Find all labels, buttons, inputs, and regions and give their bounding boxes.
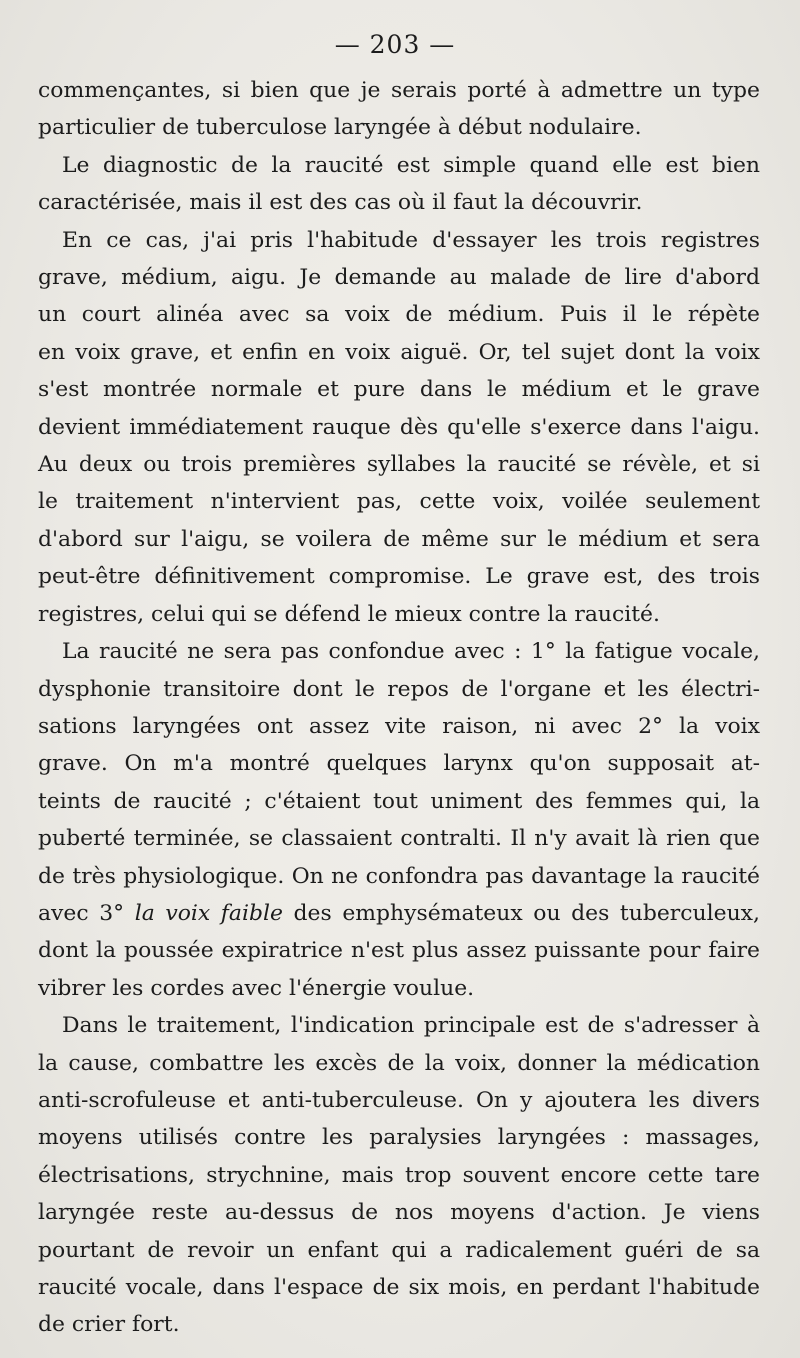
text-line: devient immédiatement rauque dès qu'elle s'exerce dans l'aigu. (38, 414, 760, 440)
text-line: de très physiologique. On ne confondra pas davantage la raucité (38, 863, 760, 889)
text-run: avec 3° (38, 900, 135, 926)
text-line: Le diagnostic de la raucité est simple quand elle est bien (62, 152, 760, 178)
text-line: vibrer les cordes avec l'énergie voulue. (38, 975, 475, 1001)
text-line: le traitement n'intervient pas, cette voix, voilée seulement (38, 489, 760, 515)
text-line: s'est montrée normale et pure dans le médium et le grave (38, 377, 760, 403)
text-line: électrisations, strychnine, mais trop souvent encore cette tare (38, 1162, 760, 1188)
text-line: Dans le traitement, l'indication principale est de s'adresser à (62, 1013, 760, 1039)
page-number: — 203 — (334, 30, 456, 59)
text-line: la cause, combattre les excès de la voix, donner la médication (38, 1050, 760, 1076)
body-text (38, 72, 760, 1344)
text-line: La raucité ne sera pas confondue avec : 1° la fatigue vocale, (62, 639, 760, 665)
text-run: des emphysémateux ou des tuberculeux, (282, 900, 760, 926)
text-line: teints de raucité ; c'étaient tout uniment des femmes qui, la (38, 788, 760, 814)
text-line: un court alinéa avec sa voix de médium. Puis il le répète (38, 302, 760, 328)
text-line: peut-être définitivement compromise. Le grave est, des trois (38, 564, 760, 590)
italic-phrase: la voix faible (134, 900, 283, 926)
text-line: moyens utilisés contre les paralysies laryngées : massages, (38, 1125, 760, 1151)
text-line: d'abord sur l'aigu, se voilera de même sur le médium et sera (38, 526, 760, 552)
text-line: grave, médium, aigu. Je demande au malade de lire d'abord (38, 265, 760, 291)
text-line: anti-scrofuleuse et anti-tuberculeuse. On y ajoutera les divers (38, 1087, 760, 1113)
text-line: sations laryngées ont assez vite raison, ni avec 2° la voix (38, 713, 760, 739)
text-line: dont la poussée expiratrice n'est plus assez puissante pour faire (38, 938, 760, 964)
text-line: puberté terminée, se classaient contralti. Il n'y avait là rien que (38, 826, 760, 852)
text-line: en voix grave, et enfin en voix aiguë. Or, tel sujet dont la voix (38, 339, 760, 365)
text-line: Au deux ou trois premières syllabes la raucité se révèle, et si (38, 452, 760, 478)
text-line: laryngée reste au-dessus de nos moyens d'action. Je viens (38, 1200, 760, 1226)
text-line (38, 895, 760, 932)
text-line: commençantes, si bien que je serais porté à admettre un type (38, 78, 760, 103)
text-line: pourtant de revoir un enfant qui a radicalement guéri de sa (38, 1237, 760, 1263)
text-line: registres, celui qui se défend le mieux contre la raucité. (38, 601, 660, 627)
text-line: En ce cas, j'ai pris l'habitude d'essayer les trois registres (62, 227, 760, 253)
text-line: raucité vocale, dans l'espace de six mois, en perdant l'habitude (38, 1275, 760, 1300)
text-line: particulier de tuberculose laryngée à début nodulaire. (38, 115, 642, 141)
text-line: caractérisée, mais il est des cas où il faut la découvrir. (38, 190, 643, 216)
text-line: de crier fort. (38, 1312, 180, 1338)
text-line: grave. On m'a montré quelques larynx qu'on supposait at- (38, 751, 760, 777)
text-line: dysphonie transitoire dont le repos de l'organe et les électri- (38, 676, 760, 702)
